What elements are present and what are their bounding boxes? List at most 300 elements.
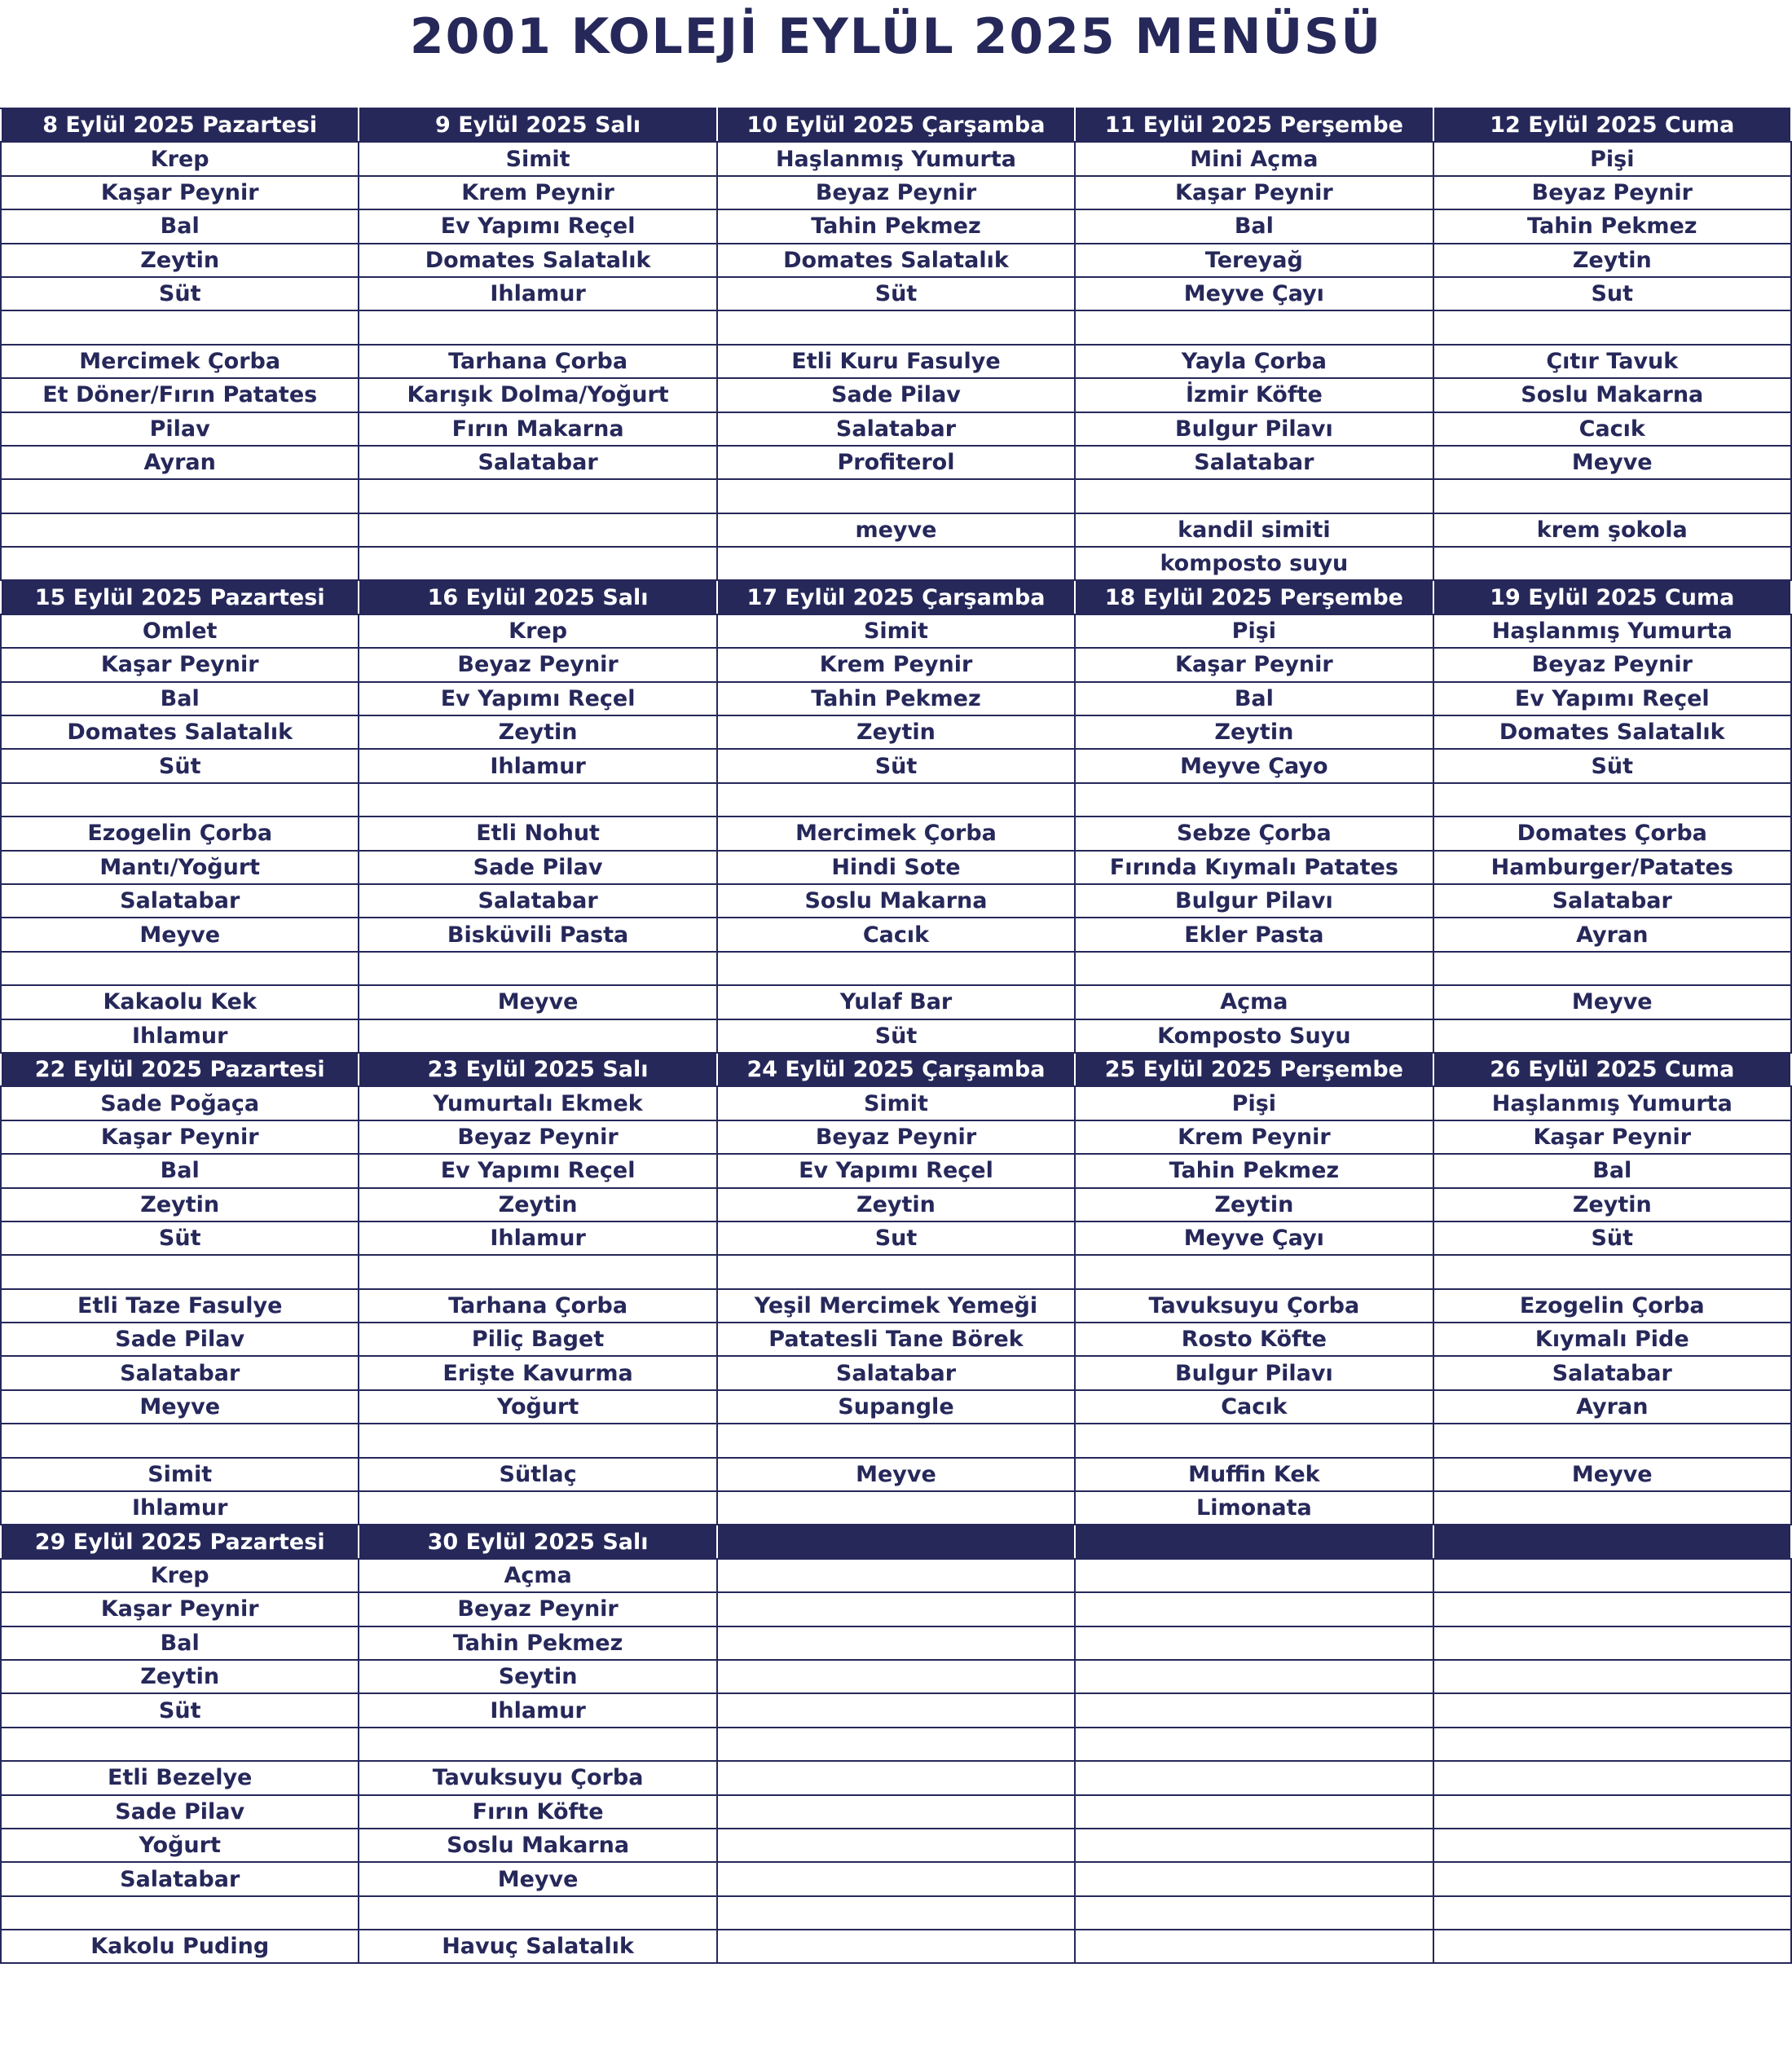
menu-row	[1, 1188, 1791, 1221]
menu-item: Süt	[1, 1693, 359, 1727]
menu-row	[1, 1559, 1791, 1592]
day-header: 19 Eylül 2025 Cuma	[1433, 580, 1791, 614]
menu-item: Bal	[1, 1626, 359, 1660]
menu-item	[717, 1862, 1075, 1895]
menu-item: Tahin Pekmez	[1075, 1154, 1433, 1187]
menu-item	[1, 1896, 359, 1930]
menu-row	[1, 1356, 1791, 1389]
menu-item	[1433, 1761, 1791, 1794]
menu-item	[1433, 1896, 1791, 1930]
menu-item: Sütlaç	[359, 1458, 716, 1491]
menu-item: Salatabar	[1, 884, 359, 918]
menu-item: Sade Pilav	[1, 1795, 359, 1829]
day-header: 25 Eylül 2025 Perşembe	[1075, 1053, 1433, 1086]
menu-item	[1433, 1424, 1791, 1457]
menu-item: Cacık	[1075, 1390, 1433, 1424]
menu-item: Karışık Dolma/Yoğurt	[359, 378, 716, 412]
menu-item: meyve	[717, 513, 1075, 547]
menu-item	[717, 1728, 1075, 1761]
menu-item: Beyaz Peynir	[1433, 648, 1791, 681]
menu-item	[1433, 952, 1791, 985]
menu-table	[0, 108, 1792, 1964]
menu-item: Salatabar	[359, 446, 716, 479]
menu-item	[1433, 1728, 1791, 1761]
menu-item	[1433, 1019, 1791, 1053]
menu-row	[1, 513, 1791, 547]
menu-item	[359, 1728, 716, 1761]
menu-item: Bulgur Pilavı	[1075, 412, 1433, 446]
menu-item: Sebze Çorba	[1075, 817, 1433, 850]
menu-item: Mercimek Çorba	[1, 345, 359, 378]
menu-item: Profiterol	[717, 446, 1075, 479]
menu-item: Tahin Pekmez	[717, 682, 1075, 715]
menu-item	[1433, 1693, 1791, 1727]
menu-item	[1075, 1761, 1433, 1794]
menu-item: komposto suyu	[1075, 547, 1433, 580]
menu-item: İzmir Köfte	[1075, 378, 1433, 412]
menu-item: Bal	[1, 209, 359, 243]
menu-row	[1, 1862, 1791, 1895]
menu-item	[1, 1255, 359, 1288]
day-header: 15 Eylül 2025 Pazartesi	[1, 580, 359, 614]
menu-item: Etli Bezelye	[1, 1761, 359, 1794]
menu-item: Omlet	[1, 614, 359, 648]
menu-item: Tarhana Çorba	[359, 1289, 716, 1323]
menu-item: Meyve	[359, 1862, 716, 1895]
menu-item	[1075, 310, 1433, 344]
day-header	[1433, 1525, 1791, 1558]
menu-item: Tavuksuyu Çorba	[1075, 1289, 1433, 1323]
menu-row	[1, 1289, 1791, 1323]
menu-item: Beyaz Peynir	[359, 648, 716, 681]
menu-item: Sade Poğaça	[1, 1086, 359, 1120]
menu-item	[717, 783, 1075, 817]
menu-row	[1, 1255, 1791, 1288]
menu-item	[359, 1424, 716, 1457]
menu-item: Zeytin	[1433, 1188, 1791, 1221]
menu-item: Etli Nohut	[359, 817, 716, 850]
menu-item: Kaşar Peynir	[1075, 176, 1433, 209]
menu-row	[1, 1120, 1791, 1154]
menu-item: Fırın Köfte	[359, 1795, 716, 1829]
menu-item: Zeytin	[1, 1188, 359, 1221]
menu-item: krem şokola	[1433, 513, 1791, 547]
menu-item	[717, 1255, 1075, 1288]
menu-item: Ezogelin Çorba	[1, 817, 359, 850]
menu-item: Yayla Çorba	[1075, 345, 1433, 378]
menu-item	[1433, 1626, 1791, 1660]
menu-row	[1, 1930, 1791, 1963]
menu-item: Açma	[359, 1559, 716, 1592]
menu-item: Salatabar	[1433, 884, 1791, 918]
menu-item: Domates Salatalık	[1, 715, 359, 749]
menu-item: Ihlamur	[1, 1491, 359, 1525]
menu-item: Zeytin	[1075, 715, 1433, 749]
menu-item: Simit	[717, 614, 1075, 648]
menu-item: Zeytin	[1075, 1188, 1433, 1221]
menu-item: Zeytin	[717, 715, 1075, 749]
menu-item: Meyve	[1, 1390, 359, 1424]
menu-row	[1, 918, 1791, 951]
menu-item: Meyve	[1433, 985, 1791, 1019]
menu-item	[1433, 1930, 1791, 1963]
menu-item: Meyve	[359, 985, 716, 1019]
menu-item: Salatabar	[717, 1356, 1075, 1389]
week-header-row	[1, 580, 1791, 614]
menu-item: Salatabar	[1075, 446, 1433, 479]
menu-item	[1433, 1795, 1791, 1829]
menu-item: Simit	[359, 142, 716, 175]
menu-item	[1433, 1255, 1791, 1288]
menu-item: Salatabar	[1433, 1356, 1791, 1389]
menu-item: Ayran	[1433, 1390, 1791, 1424]
menu-item	[717, 1660, 1075, 1693]
menu-item	[717, 1761, 1075, 1794]
menu-item: Açma	[1075, 985, 1433, 1019]
menu-item	[1433, 1559, 1791, 1592]
menu-row	[1, 851, 1791, 884]
menu-item	[359, 783, 716, 817]
menu-item	[1433, 310, 1791, 344]
menu-item: Bal	[1433, 1154, 1791, 1187]
menu-item: Kaşar Peynir	[1, 1592, 359, 1626]
menu-row	[1, 378, 1791, 412]
menu-item: Yoğurt	[1, 1829, 359, 1862]
menu-item: Beyaz Peynir	[717, 176, 1075, 209]
menu-item: Krem Peynir	[1075, 1120, 1433, 1154]
menu-row	[1, 1829, 1791, 1862]
menu-item: Süt	[717, 749, 1075, 782]
menu-item: Pişi	[1075, 614, 1433, 648]
menu-row	[1, 1491, 1791, 1525]
menu-item: Ihlamur	[359, 277, 716, 310]
menu-item: Soslu Makarna	[359, 1829, 716, 1862]
menu-item: Tereyağ	[1075, 244, 1433, 277]
day-header: 23 Eylül 2025 Salı	[359, 1053, 716, 1086]
menu-row	[1, 1154, 1791, 1187]
menu-item: Zeytin	[1433, 244, 1791, 277]
menu-item	[359, 952, 716, 985]
menu-item: Yumurtalı Ekmek	[359, 1086, 716, 1120]
menu-item: Sade Pilav	[1, 1323, 359, 1356]
menu-item	[717, 1896, 1075, 1930]
menu-item: Ezogelin Çorba	[1433, 1289, 1791, 1323]
menu-item	[1, 479, 359, 513]
menu-item: Pişi	[1075, 1086, 1433, 1120]
menu-row	[1, 1626, 1791, 1660]
menu-row	[1, 1795, 1791, 1829]
menu-item	[359, 310, 716, 344]
menu-item: Ev Yapımı Reçel	[717, 1154, 1075, 1187]
menu-item: Limonata	[1075, 1491, 1433, 1525]
menu-item: Beyaz Peynir	[717, 1120, 1075, 1154]
day-header	[1075, 1525, 1433, 1558]
day-header: 16 Eylül 2025 Salı	[359, 580, 716, 614]
menu-item: Piliç Baget	[359, 1323, 716, 1356]
menu-item: Sade Pilav	[359, 851, 716, 884]
menu-item: Beyaz Peynir	[359, 1120, 716, 1154]
week-header-row	[1, 108, 1791, 142]
menu-item: Tahin Pekmez	[359, 1626, 716, 1660]
menu-item	[1433, 479, 1791, 513]
menu-item: Patatesli Tane Börek	[717, 1323, 1075, 1356]
menu-item	[359, 1255, 716, 1288]
menu-item	[1075, 1829, 1433, 1862]
menu-item: Bulgur Pilavı	[1075, 1356, 1433, 1389]
menu-item: Salatabar	[359, 884, 716, 918]
menu-row	[1, 648, 1791, 681]
menu-item	[717, 310, 1075, 344]
menu-item	[1, 547, 359, 580]
day-header: 17 Eylül 2025 Çarşamba	[717, 580, 1075, 614]
menu-item: Fırında Kıymalı Patates	[1075, 851, 1433, 884]
menu-row	[1, 1896, 1791, 1930]
menu-item	[1075, 1728, 1433, 1761]
menu-row	[1, 412, 1791, 446]
menu-item	[1, 310, 359, 344]
menu-item: Mantı/Yoğurt	[1, 851, 359, 884]
menu-item: Tahin Pekmez	[717, 209, 1075, 243]
menu-item: Haşlanmış Yumurta	[1433, 614, 1791, 648]
menu-item	[359, 1019, 716, 1053]
menu-item	[717, 547, 1075, 580]
menu-item	[717, 1491, 1075, 1525]
menu-item: Krep	[1, 142, 359, 175]
week-header-row	[1, 1053, 1791, 1086]
menu-row	[1, 952, 1791, 985]
menu-item: Et Döner/Fırın Patates	[1, 378, 359, 412]
day-header: 10 Eylül 2025 Çarşamba	[717, 108, 1075, 142]
menu-item: Kakolu Puding	[1, 1930, 359, 1963]
menu-row	[1, 817, 1791, 850]
menu-item: Ev Yapımı Reçel	[1433, 682, 1791, 715]
menu-item: Ev Yapımı Reçel	[359, 682, 716, 715]
menu-item	[717, 1930, 1075, 1963]
menu-item: Seytin	[359, 1660, 716, 1693]
menu-item: Domates Salatalık	[359, 244, 716, 277]
menu-item: Tavuksuyu Çorba	[359, 1761, 716, 1794]
menu-item: Tahin Pekmez	[1433, 209, 1791, 243]
menu-item	[1075, 1255, 1433, 1288]
menu-item	[717, 1829, 1075, 1862]
menu-item: Sut	[717, 1221, 1075, 1255]
menu-row	[1, 1660, 1791, 1693]
menu-item: Ev Yapımı Reçel	[359, 209, 716, 243]
menu-item	[1433, 547, 1791, 580]
menu-item	[717, 1626, 1075, 1660]
menu-item: Haşlanmış Yumurta	[1433, 1086, 1791, 1120]
menu-item: Kaşar Peynir	[1075, 648, 1433, 681]
menu-item: Mercimek Çorba	[717, 817, 1075, 850]
menu-row	[1, 277, 1791, 310]
menu-item: Süt	[717, 1019, 1075, 1053]
menu-item: Simit	[1, 1458, 359, 1491]
menu-item: Meyve	[1, 918, 359, 951]
menu-row	[1, 142, 1791, 175]
menu-item: kandil simiti	[1075, 513, 1433, 547]
menu-item: Ekler Pasta	[1075, 918, 1433, 951]
menu-item: Rosto Köfte	[1075, 1323, 1433, 1356]
day-header: 11 Eylül 2025 Perşembe	[1075, 108, 1433, 142]
menu-item: Süt	[1433, 1221, 1791, 1255]
menu-item: Hamburger/Patates	[1433, 851, 1791, 884]
menu-item	[1075, 479, 1433, 513]
menu-item	[717, 1424, 1075, 1457]
menu-item	[717, 1693, 1075, 1727]
menu-item: Meyve	[1433, 446, 1791, 479]
menu-row	[1, 244, 1791, 277]
menu-row	[1, 176, 1791, 209]
menu-item: Bulgur Pilavı	[1075, 884, 1433, 918]
menu-item: Domates Çorba	[1433, 817, 1791, 850]
menu-item	[1075, 1862, 1433, 1895]
menu-item	[1075, 1693, 1433, 1727]
menu-row	[1, 1019, 1791, 1053]
menu-item: Kaşar Peynir	[1, 176, 359, 209]
menu-item: Etli Taze Fasulye	[1, 1289, 359, 1323]
menu-row	[1, 446, 1791, 479]
menu-item	[717, 1592, 1075, 1626]
menu-item: Haşlanmış Yumurta	[717, 142, 1075, 175]
menu-item: Salatabar	[1, 1356, 359, 1389]
menu-row	[1, 1761, 1791, 1794]
menu-item	[1075, 1795, 1433, 1829]
day-header: 12 Eylül 2025 Cuma	[1433, 108, 1791, 142]
menu-item: Pişi	[1433, 142, 1791, 175]
menu-row	[1, 985, 1791, 1019]
menu-item	[1075, 1896, 1433, 1930]
menu-item	[359, 1491, 716, 1525]
menu-item	[1433, 1660, 1791, 1693]
menu-item: Domates Salatalık	[717, 244, 1075, 277]
menu-item	[1075, 1559, 1433, 1592]
menu-item	[1433, 1829, 1791, 1862]
menu-item	[359, 1896, 716, 1930]
menu-item: Krep	[1, 1559, 359, 1592]
menu-item: Meyve	[1433, 1458, 1791, 1491]
menu-item: Sut	[1433, 277, 1791, 310]
menu-item: Yeşil Mercimek Yemeği	[717, 1289, 1075, 1323]
menu-item	[1075, 1660, 1433, 1693]
day-header: 30 Eylül 2025 Salı	[359, 1525, 716, 1558]
menu-row	[1, 209, 1791, 243]
menu-item	[717, 1559, 1075, 1592]
menu-item	[1075, 1424, 1433, 1457]
menu-item: Zeytin	[717, 1188, 1075, 1221]
menu-item: Meyve Çayo	[1075, 749, 1433, 782]
menu-item: Yulaf Bar	[717, 985, 1075, 1019]
menu-item: Bisküvili Pasta	[359, 918, 716, 951]
menu-item: Erişte Kavurma	[359, 1356, 716, 1389]
menu-item	[1433, 1592, 1791, 1626]
menu-row	[1, 1728, 1791, 1761]
menu-item: Ev Yapımı Reçel	[359, 1154, 716, 1187]
menu-row	[1, 749, 1791, 782]
menu-item	[1, 952, 359, 985]
menu-item: Cacık	[1433, 412, 1791, 446]
menu-item: Süt	[1, 749, 359, 782]
day-header	[717, 1525, 1075, 1558]
menu-item	[359, 513, 716, 547]
menu-item	[1075, 1930, 1433, 1963]
menu-item: Kaşar Peynir	[1, 1120, 359, 1154]
menu-row	[1, 1323, 1791, 1356]
page-title: 2001 KOLEJİ EYLÜL 2025 MENÜSÜ	[409, 8, 1383, 65]
menu-item	[1075, 783, 1433, 817]
menu-item	[359, 547, 716, 580]
menu-item: Domates Salatalık	[1433, 715, 1791, 749]
menu-item	[1075, 1592, 1433, 1626]
menu-item: Zeytin	[1, 1660, 359, 1693]
menu-item: Bal	[1, 1154, 359, 1187]
menu-row	[1, 1693, 1791, 1727]
menu-item: Bal	[1075, 209, 1433, 243]
menu-item: Fırın Makarna	[359, 412, 716, 446]
menu-item	[1433, 783, 1791, 817]
menu-item: Ayran	[1433, 918, 1791, 951]
menu-item: Kaşar Peynir	[1, 648, 359, 681]
menu-item: Kaşar Peynir	[1433, 1120, 1791, 1154]
menu-item: Süt	[1, 277, 359, 310]
day-header: 18 Eylül 2025 Perşembe	[1075, 580, 1433, 614]
menu-item	[1, 1424, 359, 1457]
menu-item: Çıtır Tavuk	[1433, 345, 1791, 378]
day-header: 22 Eylül 2025 Pazartesi	[1, 1053, 359, 1086]
menu-row	[1, 682, 1791, 715]
menu-item: Ihlamur	[359, 1221, 716, 1255]
menu-row	[1, 345, 1791, 378]
menu-item	[1433, 1862, 1791, 1895]
menu-row	[1, 1086, 1791, 1120]
menu-item: Muffin Kek	[1075, 1458, 1433, 1491]
menu-item: Beyaz Peynir	[359, 1592, 716, 1626]
menu-row	[1, 1458, 1791, 1491]
menu-item: Ihlamur	[359, 749, 716, 782]
menu-item: Süt	[717, 277, 1075, 310]
menu-row	[1, 1390, 1791, 1424]
week-header-row	[1, 1525, 1791, 1558]
menu-item: Ayran	[1, 446, 359, 479]
menu-row	[1, 614, 1791, 648]
menu-item: Yoğurt	[359, 1390, 716, 1424]
day-header: 29 Eylül 2025 Pazartesi	[1, 1525, 359, 1558]
menu-row	[1, 1424, 1791, 1457]
menu-item: Zeytin	[1, 244, 359, 277]
menu-item: Krep	[359, 614, 716, 648]
menu-item: Soslu Makarna	[717, 884, 1075, 918]
menu-row	[1, 1592, 1791, 1626]
menu-item: Hindi Sote	[717, 851, 1075, 884]
menu-row	[1, 715, 1791, 749]
menu-item	[1, 783, 359, 817]
menu-item: Meyve	[717, 1458, 1075, 1491]
menu-item: Ihlamur	[1, 1019, 359, 1053]
menu-item: Salatabar	[1, 1862, 359, 1895]
menu-item: Zeytin	[359, 715, 716, 749]
menu-item: Krem Peynir	[717, 648, 1075, 681]
menu-item: Pilav	[1, 412, 359, 446]
menu-item: Kakaolu Kek	[1, 985, 359, 1019]
menu-item: Mini Açma	[1075, 142, 1433, 175]
menu-row	[1, 479, 1791, 513]
menu-item: Zeytin	[359, 1188, 716, 1221]
day-header: 8 Eylül 2025 Pazartesi	[1, 108, 359, 142]
menu-item	[1433, 1491, 1791, 1525]
menu-item: Cacık	[717, 918, 1075, 951]
menu-item: Bal	[1075, 682, 1433, 715]
menu-item	[717, 1795, 1075, 1829]
menu-item: Simit	[717, 1086, 1075, 1120]
